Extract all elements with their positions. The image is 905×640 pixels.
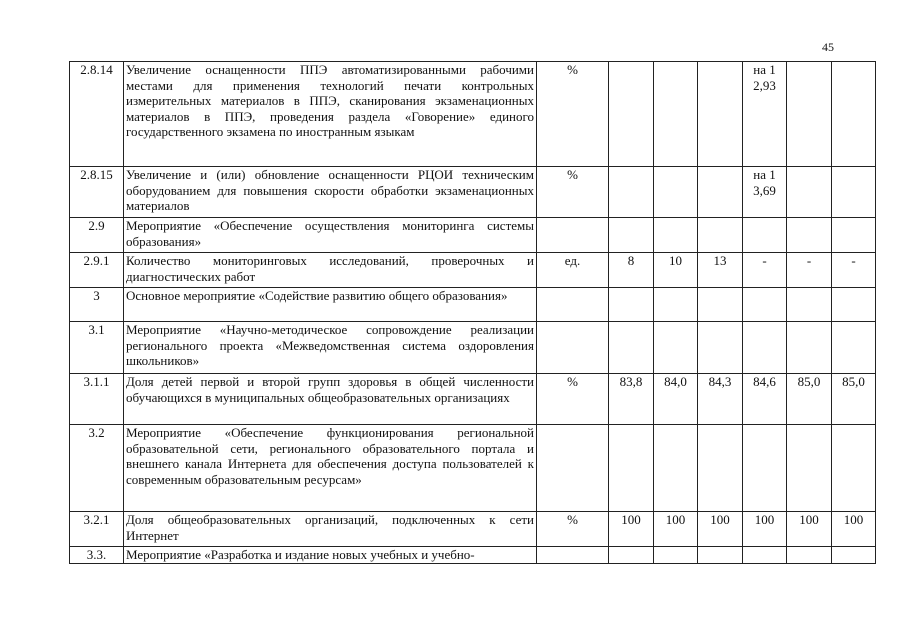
row-description: Доля детей первой и второй групп здоровья в общей численности обучающихся в муниципальных общеобразовательных организациях — [124, 374, 537, 425]
value-cell: 13 — [698, 253, 743, 288]
table-row — [70, 512, 876, 547]
row-number: 2.9 — [70, 218, 124, 253]
value-cell — [787, 62, 832, 167]
row-unit: ед. — [537, 253, 609, 288]
row-number: 2.8.14 — [70, 62, 124, 167]
value-cell: 10 — [654, 253, 698, 288]
row-unit — [537, 425, 609, 512]
value-cell — [743, 218, 787, 253]
value-cell — [698, 288, 743, 322]
row-number: 3.2.1 — [70, 512, 124, 547]
value-cell — [787, 425, 832, 512]
value-cell: 85,0 — [832, 374, 876, 425]
value-cell: 100 — [654, 512, 698, 547]
value-cell — [609, 62, 654, 167]
value-cell: 100 — [787, 512, 832, 547]
value-cell — [654, 62, 698, 167]
page-number: 45 — [822, 40, 834, 54]
value-cell: 84,0 — [654, 374, 698, 425]
value-cell: - — [743, 253, 787, 288]
row-number: 2.8.15 — [70, 167, 124, 218]
value-cell — [832, 425, 876, 512]
row-description: Мероприятие «Обеспечение функционирования региональной образовательной сети, регионального образовательного портала и внешнего канала Интернета для обеспечения доступа пользователей к современным образовательным ресурсам» — [124, 425, 537, 512]
value-cell — [654, 218, 698, 253]
value-cell: на 12,93 — [743, 62, 787, 167]
value-cell — [743, 322, 787, 374]
value-cell — [832, 322, 876, 374]
value-cell — [698, 167, 743, 218]
value-cell: 100 — [698, 512, 743, 547]
value-cell — [832, 62, 876, 167]
row-unit: % — [537, 62, 609, 167]
row-description: Доля общеобразовательных организаций, подключенных к сети Интернет — [124, 512, 537, 547]
row-unit: % — [537, 167, 609, 218]
value-cell: на 13,69 — [743, 167, 787, 218]
value-cell — [654, 322, 698, 374]
row-description: Увеличение и (или) обновление оснащенности РЦОИ техническим оборудованием для повышения скорости обработки экзаменационных материалов — [124, 167, 537, 218]
row-description: Мероприятие «Разработка и издание новых учебных и учебно- — [124, 547, 537, 564]
value-cell — [609, 218, 654, 253]
value-cell: 100 — [832, 512, 876, 547]
row-number: 3.3. — [70, 547, 124, 564]
value-cell — [787, 322, 832, 374]
row-unit: % — [537, 374, 609, 425]
value-cell — [743, 425, 787, 512]
value-cell — [832, 218, 876, 253]
value-cell: 84,3 — [698, 374, 743, 425]
table-row — [70, 288, 876, 322]
row-number: 2.9.1 — [70, 253, 124, 288]
value-cell — [743, 288, 787, 322]
value-cell — [654, 288, 698, 322]
table-row — [70, 425, 876, 512]
row-number: 3 — [70, 288, 124, 322]
value-cell: 8 — [609, 253, 654, 288]
row-unit — [537, 322, 609, 374]
row-description: Мероприятие «Научно-методическое сопровождение реализации регионального проекта «Межведомственная система оздоровления школьников» — [124, 322, 537, 374]
value-cell: - — [787, 253, 832, 288]
table-row — [70, 322, 876, 374]
value-cell — [609, 547, 654, 564]
row-description: Мероприятие «Обеспечение осуществления мониторинга системы образования» — [124, 218, 537, 253]
row-number: 3.1 — [70, 322, 124, 374]
value-cell — [698, 322, 743, 374]
value-cell — [609, 167, 654, 218]
value-cell: 84,6 — [743, 374, 787, 425]
table-row — [70, 218, 876, 253]
value-cell — [832, 547, 876, 564]
value-cell: - — [832, 253, 876, 288]
table-row — [70, 62, 876, 167]
value-cell — [698, 218, 743, 253]
indicators-table — [69, 61, 876, 564]
row-number: 3.1.1 — [70, 374, 124, 425]
row-description: Количество мониторинговых исследований, проверочных и диагностических работ — [124, 253, 537, 288]
value-cell: 100 — [609, 512, 654, 547]
value-cell — [654, 167, 698, 218]
table-row — [70, 374, 876, 425]
row-description: Основное мероприятие «Содействие развитию общего образования» — [124, 288, 537, 322]
table-row — [70, 547, 876, 564]
value-cell — [787, 288, 832, 322]
value-cell — [698, 547, 743, 564]
value-cell — [609, 322, 654, 374]
value-cell — [832, 167, 876, 218]
row-unit — [537, 218, 609, 253]
value-cell — [743, 547, 787, 564]
row-unit — [537, 547, 609, 564]
value-cell — [654, 547, 698, 564]
row-unit: % — [537, 512, 609, 547]
value-cell — [832, 288, 876, 322]
table-row — [70, 167, 876, 218]
row-number: 3.2 — [70, 425, 124, 512]
table-row — [70, 253, 876, 288]
value-cell — [654, 425, 698, 512]
value-cell — [609, 288, 654, 322]
value-cell — [787, 167, 832, 218]
value-cell: 83,8 — [609, 374, 654, 425]
value-cell — [698, 425, 743, 512]
value-cell — [609, 425, 654, 512]
value-cell — [787, 218, 832, 253]
value-cell: 100 — [743, 512, 787, 547]
row-unit — [537, 288, 609, 322]
row-description: Увеличение оснащенности ППЭ автоматизированными рабочими местами для применения технологий печати контрольных измерительных материалов в ППЭ, сканирования экзаменационных материалов в ППЭ, проведения раздела «Говорение» единого государственного экзамена по иностранным языкам — [124, 62, 537, 167]
value-cell — [698, 62, 743, 167]
value-cell: 85,0 — [787, 374, 832, 425]
value-cell — [787, 547, 832, 564]
